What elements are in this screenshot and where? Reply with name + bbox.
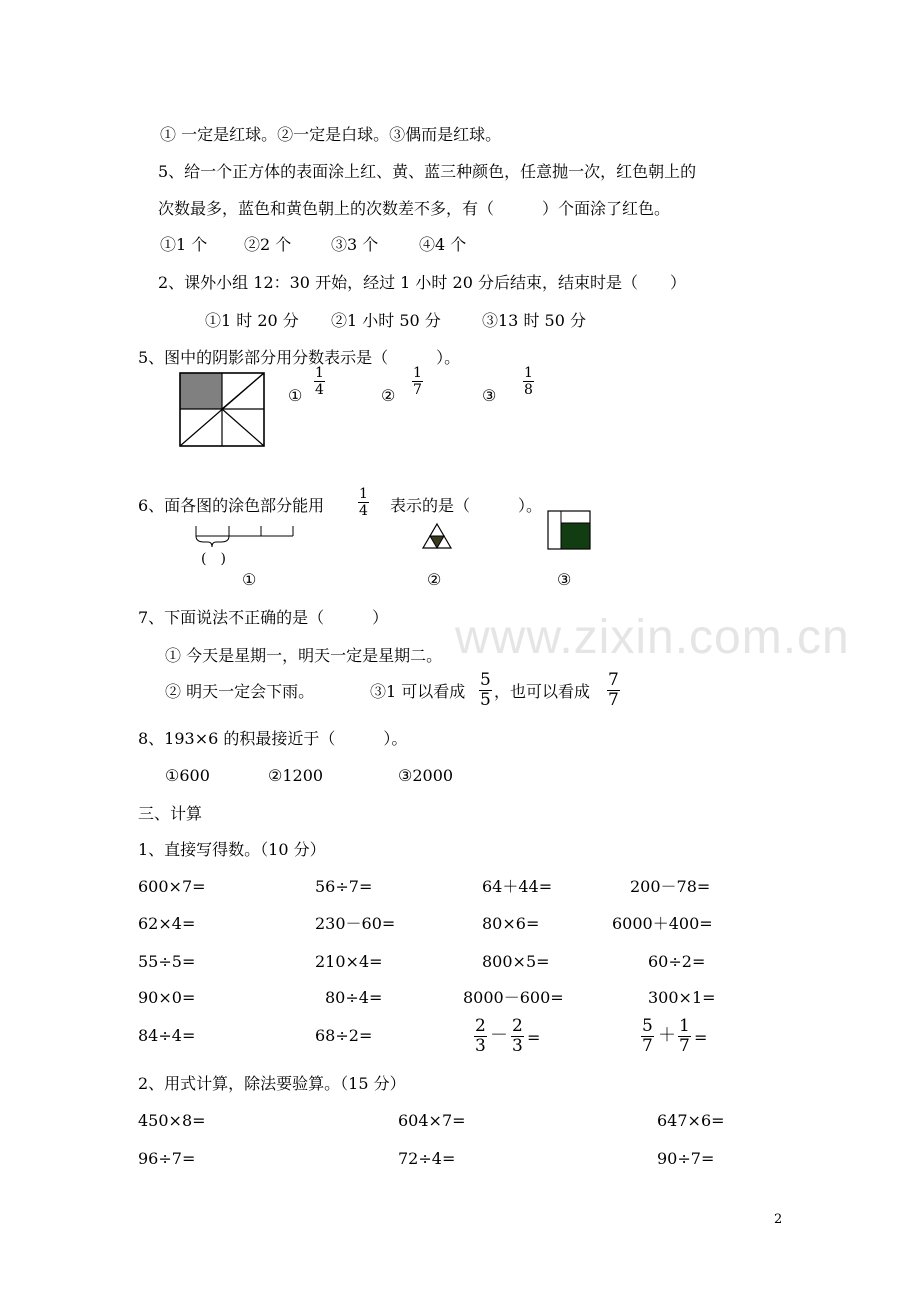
q5b-option-3-mark: ③	[482, 386, 497, 405]
calc1-r4-c3: 8000－600=	[463, 988, 564, 1007]
q2-option-1: ①1 时 20 分	[205, 311, 299, 330]
calc1-r2-c4: 6000＋400=	[612, 914, 713, 933]
q6-text-a: 6、面各图的涂色部分能用	[138, 496, 325, 515]
calc2-r1-c3: 647×6=	[657, 1111, 725, 1130]
q6-mark-3: ③	[557, 570, 572, 589]
calc1-r1-c1: 600×7=	[138, 877, 206, 896]
calc1-r3-c2: 210×4=	[315, 952, 383, 971]
shaded-cell	[180, 373, 222, 409]
calc1-r1-c2: 56÷7=	[315, 877, 373, 896]
grid-square-figure	[547, 510, 591, 550]
calc1-r3-c3: 800×5=	[482, 952, 550, 971]
calc1-fraction-expr1-a: $\frac{2}{3}$	[475, 1016, 486, 1056]
calc2-r1-c2: 604×7=	[398, 1111, 466, 1130]
calc1-r4-c4: 300×1=	[648, 988, 716, 1007]
q7-option-1: ① 今天是星期一，明天一定是星期二。	[165, 646, 443, 665]
section-three-title: 三、计算	[138, 804, 203, 823]
calc1-title: 1、直接写得数。（10 分）	[138, 840, 326, 859]
q5a-option-4: ④4 个	[419, 235, 467, 254]
q5a-option-1: ①1 个	[160, 235, 208, 254]
calc2-r2-c1: 96÷7=	[138, 1149, 196, 1168]
calc1-fraction-expr2-a: $\frac{5}{7}$	[642, 1016, 653, 1056]
calc1-r1-c4: 200－78=	[630, 877, 711, 896]
calc1-fraction-expr1-eq: =	[527, 1028, 541, 1047]
calc1-r1-c3: 64＋44=	[482, 877, 553, 896]
q5b-option-3-fraction: $\frac{1}{8}$	[524, 365, 533, 398]
calc1-fraction-expr2-op: ＋	[658, 1025, 676, 1046]
calc2-r2-c2: 72÷4=	[398, 1149, 456, 1168]
q5b-option-1-mark: ①	[288, 386, 303, 405]
calc1-r5-c2: 68÷2=	[315, 1026, 373, 1045]
calc1-r2-c2: 230－60=	[315, 914, 396, 933]
calc1-r3-c1: 55÷5=	[138, 952, 196, 971]
q5a-line1: 5、给一个正方体的表面涂上红、黄、蓝三种颜色，任意抛一次，红色朝上的	[158, 162, 697, 181]
q7-fraction-5-5: $\frac{5}{5}$	[480, 670, 491, 710]
calc1-r2-c3: 80×6=	[482, 914, 540, 933]
calc1-r3-c4: 60÷2=	[648, 952, 706, 971]
q7-option-3-b: ，也可以看成	[494, 682, 591, 701]
calc1-fraction-expr2-b: $\frac{1}{7}$	[679, 1016, 690, 1056]
calc1-r5-c1: 84÷4=	[138, 1026, 196, 1045]
triangle-figure	[422, 523, 452, 549]
calc2-r1-c1: 450×8=	[138, 1111, 206, 1130]
q2-option-2: ②1 小时 50 分	[331, 311, 441, 330]
q2-option-3: ③13 时 50 分	[482, 311, 586, 330]
q2-text: 2、课外小组 12：30 开始，经过 1 小时 20 分后结束，结束时是（ ）	[158, 273, 686, 292]
q8-option-2: ②1200	[268, 766, 324, 785]
q7-text: 7、下面说法不正确的是（ ）	[138, 608, 389, 627]
shaded-square-figure	[179, 372, 265, 447]
q5b-text: 5、图中的阴影部分用分数表示是（ ）。	[138, 348, 461, 367]
watermark: www.zixin.com.cn	[455, 611, 850, 664]
calc1-fraction-expr2-eq: =	[694, 1028, 708, 1047]
q7-option-2: ② 明天一定会下雨。	[165, 682, 315, 701]
q6-text-b: 表示的是（ ）。	[390, 496, 543, 515]
calc2-r2-c3: 90÷7=	[657, 1149, 715, 1168]
q6-mark-1: ①	[242, 570, 257, 589]
calc1-r4-c1: 90×0=	[138, 988, 196, 1007]
q6-mark-2: ②	[427, 570, 442, 589]
q6-bracket-label: ( )	[201, 551, 226, 567]
q4-options: ① 一定是红球。②一定是白球。③偶而是红球。	[160, 125, 502, 144]
calc1-fraction-expr1-b: $\frac{2}{3}$	[512, 1016, 523, 1056]
q5b-option-2-fraction: $\frac{1}{7}$	[413, 365, 422, 398]
q5a-line2: 次数最多，蓝色和黄色朝上的次数差不多，有（ ）个面涂了红色。	[158, 199, 671, 218]
q5b-option-1-fraction: $\frac{1}{4}$	[315, 365, 324, 398]
q5b-option-2-mark: ②	[381, 386, 396, 405]
q5a-option-2: ②2 个	[244, 235, 292, 254]
q8-option-3: ③2000	[398, 766, 454, 785]
q5a-option-3: ③3 个	[331, 235, 379, 254]
q7-fraction-7-7: $\frac{7}{7}$	[608, 670, 619, 710]
segment-bar-figure	[195, 524, 295, 548]
calc1-r4-c2: 80÷4=	[325, 988, 383, 1007]
calc2-title: 2、用式计算，除法要验算。（15 分）	[138, 1074, 406, 1093]
shaded-square	[561, 523, 590, 549]
q8-text: 8、193×6 的积最接近于（ ）。	[138, 729, 408, 748]
calc1-fraction-expr1-op: －	[490, 1025, 508, 1046]
calc1-r2-c1: 62×4=	[138, 914, 196, 933]
q8-option-1: ①600	[165, 766, 210, 785]
q6-fraction: $\frac{1}{4}$	[359, 486, 368, 519]
page-number: 2	[774, 1212, 783, 1227]
q7-option-3-a: ③1 可以看成	[370, 682, 466, 701]
